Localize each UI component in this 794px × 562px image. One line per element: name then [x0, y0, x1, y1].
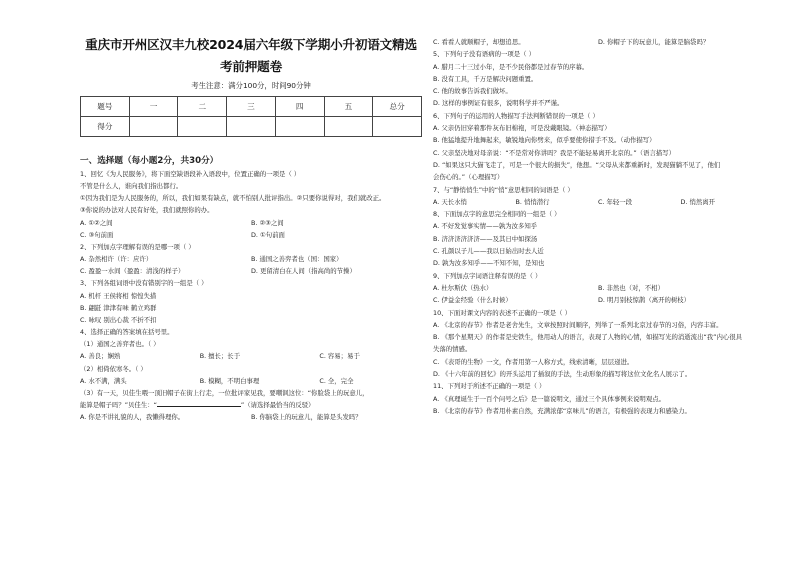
option-a[interactable]: A. 善良；娴熟	[80, 352, 121, 361]
option-d[interactable]: D. 更留清白在人间（指高尚的节操）	[251, 267, 356, 276]
option-c[interactable]: C. 他的故事告诉我们做坏。	[433, 87, 512, 96]
question-4-sub1: （1）通国之善弈者也。（ ）	[80, 340, 160, 349]
score-header-cell: 二	[178, 97, 227, 117]
option-b[interactable]: B. 翩跹 津津有味 鹤立鸡群	[80, 303, 157, 312]
option-a[interactable]: A. 你是不讲礼貌的人，我懒得理你。	[80, 413, 185, 422]
score-table-score-row	[81, 117, 422, 137]
option-b[interactable]: B. 没有工具，千万是解决问题重置。	[433, 74, 538, 83]
score-cell[interactable]	[324, 117, 373, 137]
option-c[interactable]: C. 孔颜以子儿——我以日始出时去人近	[433, 247, 544, 256]
option-b[interactable]: B. 擅长；长于	[199, 352, 241, 361]
question-10-stem: 9、下列加点字词语注释有误的是（ ）	[433, 271, 542, 280]
question-5-line	[80, 399, 422, 411]
option-c[interactable]: C. 盈盈一水间（盈盈：清浅的样子）	[80, 267, 185, 276]
question-3-stem: 3、下列各组词语中没有错别字的一组是（ ）	[80, 279, 208, 288]
question-10-options	[433, 294, 763, 306]
left-column	[80, 34, 422, 423]
option-d[interactable]: D. 悄然离开	[680, 197, 716, 206]
right-column	[433, 36, 763, 417]
option-a[interactable]: A. 《北京的春节》作者是老舍先生，文章按照时间顺序，列举了一系列北京过春节的习俗，内容丰富。	[433, 320, 723, 329]
option-a[interactable]: A. 腊月二十三过小年，是不少民俗都是过春节的序幕。	[433, 62, 589, 71]
option-d[interactable]: D. 你帽子下的玩意儿，能算是脑袋吗？	[598, 38, 710, 46]
option-b[interactable]: B. 济济济济济济——及其日中如探汤	[433, 234, 538, 243]
option-a[interactable]: A. 机杆 王侯将相 惊惶失措	[80, 291, 157, 300]
score-header-cell: 一	[129, 97, 178, 117]
option-c[interactable]: C. ③句前面	[80, 230, 114, 239]
option-b[interactable]: B. 他猛地提升地舞起来，敏锐地向你劈来，似乎要使你措手不及。（动作描写）	[433, 136, 656, 145]
question-2-stem: 2、下列加点字理解有误的是哪一项（ ）	[80, 242, 195, 251]
option-d[interactable]: D. 明月别枝惊鹊（离开的树枝）	[598, 296, 691, 305]
option-d[interactable]: D. “如果这只大猫飞走了，可是一个很大的损失”，他想。“父母从来都重新时，发现猫躺不见了，他们	[433, 160, 721, 169]
question-12-stem: 11、下列对于所述不正确的一项是（ ）	[433, 382, 546, 391]
option-c[interactable]: C. 咏叹 别出心裁 不折不扣	[80, 315, 157, 324]
option-c[interactable]: C. 父亲坚决地对母亲说：“不是常对你讲吗？我是不能轻易离开北京的。”（语言描写）	[433, 148, 676, 157]
score-header-cell: 四	[275, 97, 324, 117]
question-1-line: ③你说的办法对人民有好处，我们就照你的办。	[80, 206, 214, 215]
question-5-options	[80, 411, 422, 423]
score-cell[interactable]	[373, 117, 422, 137]
question-5-options-cont	[433, 36, 763, 48]
question-5-text-b: ”（请选择最恰当的反驳）	[240, 400, 315, 409]
option-b[interactable]: B. 模糊，不明白事理	[199, 376, 260, 385]
score-row-label: 得分	[81, 117, 130, 137]
option-b-continued: 失落的情感。	[433, 345, 472, 354]
option-d[interactable]: D. ①句前面	[251, 230, 285, 239]
option-c[interactable]: C. 看看人就顺帽子，却想追思。	[433, 38, 525, 46]
score-cell[interactable]	[227, 117, 276, 137]
option-b[interactable]: B. 《北京的春节》作者用朴素自然，充满浓郁“京味儿”的语言，有极强的表现力和感染力。	[433, 406, 691, 415]
option-b[interactable]: B. ②③之间	[251, 218, 284, 227]
option-a[interactable]: A. 父亲仍旧穿着那件灰布旧棉袍，可是没戴眼镜。（神态描写）	[433, 124, 611, 133]
option-a[interactable]: A. 《真理诞生于一百个问号之后》是一篇说明文，通过三个具体事例来说明观点。	[433, 394, 665, 403]
question-8-stem: 7、与“静悄悄生”中的“悄”意思相同的词语是（ ）	[433, 185, 574, 194]
score-header-cell: 五	[324, 97, 373, 117]
option-b[interactable]: B. 你脑袋上的玩意儿，能算是头发吗？	[251, 413, 362, 422]
question-7-stem: 6、下列句子的运用的人物描写手法判断错误的一项是（ ）	[433, 111, 599, 120]
question-11-stem: 10、下面对课文内容的表述不正确的一项是（ ）	[433, 308, 571, 317]
section1-title: 一、选择题（每小题2分，共30分）	[80, 156, 219, 166]
option-a[interactable]: A. 杂然相许（许：应许）	[80, 255, 153, 264]
option-a[interactable]: A. 不好发觉事实情——孰为汝多知乎	[433, 222, 538, 231]
question-5-text-a: 能算是帽子吗？”贝佳生：“	[80, 400, 157, 409]
question-9-stem: 8、下面加点字的意思完全相同的一组是（ ）	[433, 210, 561, 219]
option-c[interactable]: C. 伊益金经验（什么时候）	[433, 296, 512, 305]
question-1-options	[80, 217, 422, 229]
option-d[interactable]: D. 《十六年前的回忆》的开头运用了插叙的手法，生动形象的描写将这位文化名人展示了。	[433, 370, 692, 379]
option-d-continued: 会伤心的。”（心理描写）	[433, 173, 504, 182]
question-6-stem: 5、下列句子没有语病的一项是（ ）	[433, 50, 535, 59]
question-2-options	[80, 265, 422, 277]
option-c[interactable]: C. 《表哥的生物》一文，作者用第一人称方式，线索清晰，层层递进。	[433, 357, 634, 366]
option-b[interactable]: B. 通国之善弈者也（国：国家）	[251, 255, 343, 264]
option-d[interactable]: D. 这样的事例证有很多，说明科学并不严谨。	[433, 99, 564, 108]
question-5-stem: （3）有一天，贝佳生喂一顶旧帽子在街上行走，一位批评家见我，要嘲讽这位：“你脸袋上的玩意儿，	[80, 388, 369, 397]
answer-blank[interactable]	[157, 399, 241, 407]
question-10-options	[433, 282, 763, 294]
option-d[interactable]: D. 孰为汝多知乎——不知不知，是知也	[433, 259, 545, 268]
option-b[interactable]: B. 非然也（对，不相）	[598, 283, 664, 292]
score-cell[interactable]	[275, 117, 324, 137]
option-a[interactable]: A. ①②之间	[80, 218, 113, 227]
option-a[interactable]: A. 水不满，满头	[80, 376, 127, 385]
option-a[interactable]: A. 天长水悄	[433, 197, 467, 206]
score-cell[interactable]	[129, 117, 178, 137]
score-table-header-row	[81, 97, 422, 117]
exam-title-line1: 重庆市开州区汉丰九校2024届六年级下学期小升初语文精选	[85, 37, 417, 52]
question-4-sub2: （2）相倚依寒冬。（ ）	[80, 364, 147, 373]
option-c[interactable]: C. 容易；易于	[319, 352, 360, 361]
question-1-stem: 1、回忆《为人民服务》，将下面空缺语段补入语段中，位置正确的一项是（ ）	[80, 170, 301, 178]
question-1-line: 不管是什么人，谁向我们指出都行。	[80, 182, 183, 191]
question-4-sub2-options	[80, 375, 422, 387]
option-c[interactable]: C. 全，完全	[319, 376, 354, 385]
question-2-options	[80, 253, 422, 265]
score-header-cell: 题号	[81, 97, 130, 117]
score-header-cell: 三	[227, 97, 276, 117]
question-1-options	[80, 229, 422, 241]
option-a[interactable]: A. 杜尔斯伏（热水）	[433, 283, 493, 292]
score-cell[interactable]	[178, 117, 227, 137]
question-1-line: ①因为我们是为人民服务的，所以，我们如果有缺点，就不怕别人批评指出。②只要你说得对，我们就改正。	[80, 194, 386, 203]
option-b[interactable]: B. 悄悄潜行	[515, 197, 550, 206]
option-b[interactable]: B. 《那个星期天》的作者是史铁生，他用动人的语言，表现了人物的心情，如描写光的消逝流出“我”内心很具	[433, 333, 743, 342]
exam-note: 考生注意：满分100分，时间90分钟	[191, 81, 311, 90]
score-table	[80, 96, 422, 137]
option-c[interactable]: C. 年轻一段	[598, 197, 633, 206]
question-4-sub1-options	[80, 350, 422, 362]
question-8-options	[433, 196, 763, 208]
exam-title-line2: 考前押题卷	[220, 59, 282, 74]
score-header-cell: 总分	[373, 97, 422, 117]
question-4-stem: 4、选择正确的答案填在括号里。	[80, 328, 174, 337]
